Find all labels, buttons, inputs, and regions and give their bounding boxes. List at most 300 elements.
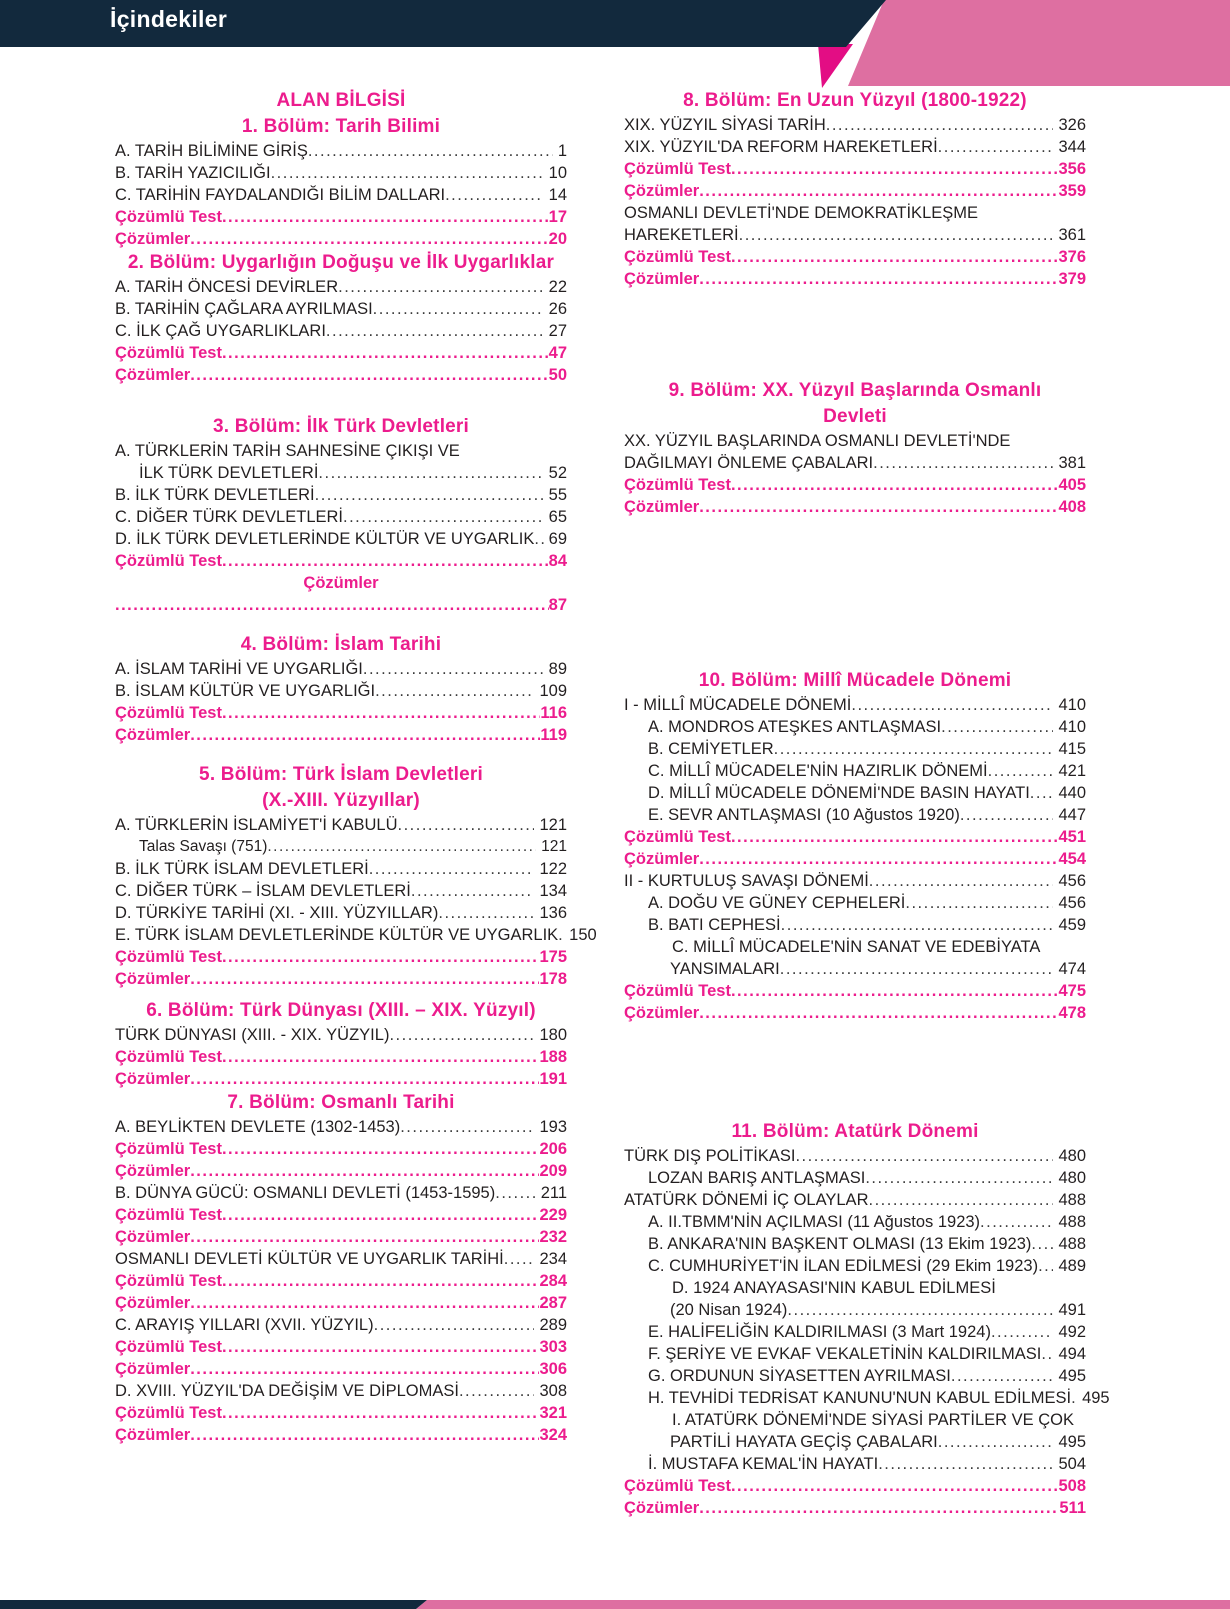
toc-entry bbox=[624, 1277, 1086, 1299]
entry-page-number: 488 bbox=[1058, 1191, 1086, 1209]
entry-leader-dots bbox=[222, 946, 540, 968]
entry-page-number: 405 bbox=[1058, 476, 1086, 494]
entry-page-number: 491 bbox=[1058, 1301, 1086, 1319]
toc-entry bbox=[624, 760, 1086, 782]
entry-page-number: 178 bbox=[539, 970, 567, 988]
entry-page-number: 376 bbox=[1058, 248, 1086, 266]
toc-entry bbox=[624, 694, 1086, 716]
entry-leader-dots bbox=[781, 914, 1054, 936]
toc-entry bbox=[624, 716, 1086, 738]
entry-label: Çözümlü Test bbox=[624, 248, 731, 266]
toc-entry bbox=[115, 206, 567, 228]
toc-column-left bbox=[115, 88, 597, 1446]
entry-leader-dots bbox=[905, 892, 1053, 914]
entry-page-number: 119 bbox=[540, 726, 567, 744]
toc-entry bbox=[115, 594, 567, 616]
entry-leader-dots bbox=[326, 320, 544, 342]
toc-entry bbox=[624, 980, 1086, 1002]
toc-entry bbox=[624, 1365, 1086, 1387]
entry-leader-dots bbox=[558, 924, 564, 946]
entry-label: H. TEVHİDİ TEDRİSAT KANUNU'NUN KABUL EDİLMESİ bbox=[648, 1389, 1072, 1407]
entry-leader-dots bbox=[774, 738, 1054, 760]
entry-leader-dots bbox=[363, 658, 544, 680]
entry-page-number: 321 bbox=[539, 1404, 567, 1422]
entry-leader-dots bbox=[980, 1211, 1053, 1233]
entry-leader-dots bbox=[699, 268, 1058, 290]
entry-page-number: 65 bbox=[548, 508, 567, 526]
entry-label: Çözümler bbox=[115, 1294, 191, 1312]
entry-label: Çözümlü Test bbox=[624, 476, 731, 494]
toc-entry bbox=[115, 320, 567, 342]
entry-label: B. BATI CEPHESİ bbox=[648, 916, 781, 934]
entry-leader-dots bbox=[495, 1182, 535, 1204]
entry-page-number: 22 bbox=[548, 278, 567, 296]
entry-label: Çözümler bbox=[624, 270, 700, 288]
toc-entry bbox=[624, 224, 1086, 246]
entry-label: D. XVIII. YÜZYIL'DA DEĞİŞİM VE DİPLOMASİ bbox=[115, 1382, 459, 1400]
entry-label: A. II.TBMM'NİN AÇILMASI (11 Ağustos 1923) bbox=[648, 1213, 981, 1231]
entry-label: Çözümlü Test bbox=[115, 208, 222, 226]
entry-label: XIX. YÜZYIL SİYASİ TARİH bbox=[624, 116, 826, 134]
chapter-heading: 7. Bölüm: Osmanlı Tarihi bbox=[227, 1092, 455, 1113]
entry-label: B. ANKARA'NIN BAŞKENT OLMASI (13 Ekim 1923) bbox=[648, 1235, 1032, 1253]
toc-entry bbox=[115, 1204, 567, 1226]
entry-leader-dots bbox=[398, 814, 535, 836]
entry-page-number: 478 bbox=[1058, 1004, 1086, 1022]
entry-page-number: 17 bbox=[548, 208, 567, 226]
entry-leader-dots bbox=[267, 836, 536, 858]
toc-entry bbox=[624, 826, 1086, 848]
header-light-pink-shape bbox=[848, 0, 1230, 86]
entry-leader-dots bbox=[991, 1321, 1054, 1343]
entry-page-number: 511 bbox=[1059, 1499, 1086, 1517]
toc-entry bbox=[115, 1424, 567, 1446]
entry-page-number: 440 bbox=[1058, 784, 1086, 802]
toc-entry bbox=[624, 1189, 1086, 1211]
entry-leader-dots bbox=[780, 958, 1054, 980]
entry-leader-dots bbox=[731, 246, 1059, 268]
entry-label: Çözümlü Test bbox=[115, 344, 222, 362]
entry-page-number: 27 bbox=[548, 322, 567, 340]
toc-entry bbox=[115, 658, 567, 680]
entry-page-number: 191 bbox=[539, 1070, 567, 1088]
toc-entry bbox=[115, 1314, 567, 1336]
entry-leader-dots bbox=[190, 1068, 539, 1090]
entry-leader-dots bbox=[222, 1336, 540, 1358]
entry-label: Çözümlü Test bbox=[115, 1338, 222, 1356]
entry-page-number: 454 bbox=[1058, 850, 1086, 868]
entry-label: Çözümler bbox=[115, 1070, 191, 1088]
entry-page-number: 326 bbox=[1058, 116, 1086, 134]
toc-entry bbox=[624, 870, 1086, 892]
entry-leader-dots bbox=[873, 452, 1053, 474]
toc-entry bbox=[115, 1160, 567, 1182]
entry-label: OSMANLI DEVLETİ'NDE DEMOKRATİKLEŞME bbox=[624, 204, 979, 222]
entry-label: E. HALİFELİĞİN KALDIRILMASI (3 Mart 1924) bbox=[648, 1323, 991, 1341]
toc-entry bbox=[115, 1358, 567, 1380]
chapter-heading: 9. Bölüm: XX. Yüzyıl Başlarında Osmanlı bbox=[668, 380, 1042, 401]
entry-page-number: 410 bbox=[1058, 696, 1086, 714]
entry-leader-dots bbox=[731, 474, 1059, 496]
entry-page-number: 10 bbox=[548, 164, 567, 182]
entry-label: D. İLK TÜRK DEVLETLERİNDE KÜLTÜR VE UYGARLIK bbox=[115, 530, 535, 548]
toc-entry bbox=[115, 1138, 567, 1160]
entry-page-number: 456 bbox=[1058, 872, 1086, 890]
entry-leader-dots bbox=[338, 276, 544, 298]
entry-page-number: 69 bbox=[548, 530, 567, 548]
toc-entry bbox=[624, 474, 1086, 496]
entry-leader-dots bbox=[699, 1002, 1058, 1024]
entry-label: Çözümler bbox=[624, 182, 700, 200]
entry-leader-dots bbox=[318, 462, 543, 484]
entry-page-number: 494 bbox=[1058, 1345, 1086, 1363]
toc-entry bbox=[115, 1068, 567, 1090]
entry-label: C. CUMHURİYET'İN İLAN EDİLMESİ (29 Ekim 1923) bbox=[648, 1257, 1039, 1275]
entry-label: Talas Savaşı (751) bbox=[139, 838, 268, 855]
entry-page-number: 480 bbox=[1058, 1147, 1086, 1165]
toc-block bbox=[115, 632, 567, 746]
header-magenta-triangle-shape bbox=[818, 44, 853, 88]
entry-label: PARTİLİ HAYATA GEÇİŞ ÇABALARI bbox=[670, 1433, 938, 1451]
toc-entry bbox=[115, 902, 567, 924]
toc-entry bbox=[624, 804, 1086, 826]
entry-page-number: 52 bbox=[548, 464, 567, 482]
entry-label: Çözümler bbox=[115, 1426, 191, 1444]
chapter-heading: 1. Bölüm: Tarih Bilimi bbox=[241, 116, 441, 137]
entry-page-number: 87 bbox=[548, 596, 567, 614]
entry-label: Çözümlü Test bbox=[624, 160, 731, 178]
entry-leader-dots bbox=[941, 716, 1053, 738]
entry-label: C. MİLLÎ MÜCADELE'NİN HAZIRLIK DÖNEMİ bbox=[648, 762, 988, 780]
toc-entry bbox=[115, 946, 567, 968]
entry-page-number: 410 bbox=[1058, 718, 1086, 736]
entry-page-number: 488 bbox=[1058, 1235, 1086, 1253]
toc-entry bbox=[624, 958, 1086, 980]
entry-page-number: 306 bbox=[539, 1360, 567, 1378]
entry-page-number: 20 bbox=[548, 230, 567, 248]
toc-entry bbox=[624, 1002, 1086, 1024]
entry-leader-dots bbox=[222, 1204, 540, 1226]
toc-entry bbox=[115, 162, 567, 184]
entry-label: B. TARİH YAZICILIĞI bbox=[115, 164, 271, 182]
chapter-heading: 5. Bölüm: Türk İslam Devletleri bbox=[199, 764, 483, 785]
toc-entry bbox=[115, 550, 567, 572]
toc-entry bbox=[624, 180, 1086, 202]
entry-leader-dots bbox=[1030, 782, 1054, 804]
toc-entry bbox=[624, 892, 1086, 914]
entry-page-number: 84 bbox=[548, 552, 567, 570]
entry-leader-dots bbox=[222, 1138, 540, 1160]
entry-leader-dots bbox=[222, 702, 540, 724]
entry-label: D. TÜRKİYE TARİHİ (XI. - XIII. YÜZYILLAR) bbox=[115, 904, 439, 922]
entry-label: Çözümlü Test bbox=[115, 1206, 222, 1224]
entry-page-number: 356 bbox=[1058, 160, 1086, 178]
entry-page-number: 188 bbox=[539, 1048, 567, 1066]
entry-label: İ. MUSTAFA KEMAL'İN HAYATI bbox=[648, 1455, 879, 1473]
toc-entry bbox=[115, 702, 567, 724]
entry-label: Çözümler bbox=[624, 1004, 700, 1022]
entry-label: A. İSLAM TARİHİ VE UYGARLIĞI bbox=[115, 660, 363, 678]
toc-entry bbox=[624, 782, 1086, 804]
entry-leader-dots bbox=[699, 1497, 1059, 1519]
entry-leader-dots bbox=[868, 1189, 1053, 1211]
entry-label: Çözümler bbox=[115, 1360, 191, 1378]
page-title: İçindekiler bbox=[110, 6, 228, 32]
toc-entry bbox=[624, 1299, 1086, 1321]
toc-entry bbox=[624, 1321, 1086, 1343]
entry-label: Çözümler bbox=[115, 1228, 191, 1246]
entry-page-number: 134 bbox=[539, 882, 567, 900]
entry-page-number: 504 bbox=[1058, 1455, 1086, 1473]
entry-page-number: 116 bbox=[540, 704, 567, 722]
entry-page-number: 480 bbox=[1058, 1169, 1086, 1187]
toc-entry bbox=[624, 158, 1086, 180]
entry-label: D. MİLLÎ MÜCADELE DÖNEMİ'NDE BASIN HAYATI bbox=[648, 784, 1030, 802]
toc-entry bbox=[624, 452, 1086, 474]
entry-leader-dots bbox=[869, 870, 1054, 892]
toc-entry bbox=[624, 1255, 1086, 1277]
entry-leader-dots bbox=[731, 158, 1059, 180]
entry-label: B. İSLAM KÜLTÜR VE UYGARLIĞI bbox=[115, 682, 376, 700]
footer-navy-bar-shape bbox=[0, 1600, 427, 1609]
entry-label: ATATÜRK DÖNEMİ İÇ OLAYLAR bbox=[624, 1191, 869, 1209]
entry-leader-dots bbox=[190, 1358, 539, 1380]
entry-label: Çözümler bbox=[624, 1499, 700, 1517]
entry-label: XIX. YÜZYIL'DA REFORM HAREKETLERİ bbox=[624, 138, 938, 156]
entry-leader-dots bbox=[504, 1248, 535, 1270]
entry-label: B. İLK TÜRK İSLAM DEVLETLERİ bbox=[115, 860, 369, 878]
entry-leader-dots bbox=[795, 1145, 1053, 1167]
toc-entry bbox=[115, 1402, 567, 1424]
entry-page-number: 234 bbox=[539, 1250, 567, 1268]
toc-entry bbox=[115, 924, 597, 946]
toc-entry bbox=[624, 1431, 1086, 1453]
entry-page-number: 451 bbox=[1058, 828, 1086, 846]
toc-block bbox=[115, 250, 567, 386]
entry-leader-dots bbox=[951, 1365, 1054, 1387]
entry-leader-dots bbox=[699, 848, 1058, 870]
chapter-heading: 11. Bölüm: Atatürk Dönemi bbox=[731, 1121, 979, 1142]
entry-label: Çözümlü Test bbox=[624, 1477, 731, 1495]
entry-page-number: 495 bbox=[1058, 1367, 1086, 1385]
toc-block bbox=[115, 762, 597, 990]
toc-entry bbox=[624, 202, 1086, 224]
toc-entry bbox=[115, 1182, 567, 1204]
toc-block bbox=[624, 1119, 1110, 1519]
entry-page-number: 175 bbox=[539, 948, 567, 966]
entry-leader-dots bbox=[389, 1024, 534, 1046]
entry-page-number: 14 bbox=[548, 186, 567, 204]
entry-page-number: 55 bbox=[548, 486, 567, 504]
chapter-heading: (X.-XIII. Yüzyıllar) bbox=[262, 790, 420, 811]
entry-label: DAĞILMAYI ÖNLEME ÇABALARI bbox=[624, 454, 874, 472]
toc-entry bbox=[115, 1116, 567, 1138]
entry-leader-dots bbox=[865, 1167, 1053, 1189]
entry-leader-dots bbox=[222, 550, 549, 572]
entry-label: Çözümlü Test bbox=[115, 1048, 222, 1066]
toc-entry bbox=[115, 364, 567, 386]
chapter-heading: 6. Bölüm: Türk Dünyası (XIII. – XIX. Yüzyıl) bbox=[146, 1000, 536, 1021]
entry-leader-dots bbox=[938, 136, 1054, 158]
entry-page-number: 415 bbox=[1058, 740, 1086, 758]
entry-page-number: 408 bbox=[1058, 498, 1086, 516]
entry-label: II - KURTULUŞ SAVAŞI DÖNEMİ bbox=[624, 872, 869, 890]
entry-page-number: 209 bbox=[539, 1162, 567, 1180]
entry-page-number: 308 bbox=[539, 1382, 567, 1400]
entry-leader-dots bbox=[222, 1402, 540, 1424]
entry-leader-dots bbox=[787, 1299, 1053, 1321]
toc-entry bbox=[624, 1145, 1086, 1167]
entry-label: OSMANLI DEVLETİ KÜLTÜR VE UYGARLIK TARİHİ bbox=[115, 1250, 504, 1268]
footer-banner bbox=[0, 1600, 1230, 1609]
toc-entry bbox=[115, 506, 567, 528]
toc-block bbox=[115, 414, 567, 616]
entry-label: TÜRK DIŞ POLİTİKASI bbox=[624, 1147, 796, 1165]
entry-label: Çözümler bbox=[115, 230, 191, 248]
entry-page-number: 447 bbox=[1058, 806, 1086, 824]
entry-label: D. 1924 ANAYASASI'NIN KABUL EDİLMESİ bbox=[672, 1279, 996, 1297]
toc-entry bbox=[115, 528, 567, 550]
entry-page-number: 475 bbox=[1058, 982, 1086, 1000]
entry-leader-dots bbox=[445, 184, 544, 206]
toc-entry bbox=[624, 496, 1086, 518]
entry-leader-dots bbox=[699, 496, 1058, 518]
toc-entry bbox=[624, 136, 1086, 158]
entry-label: A. BEYLİKTEN DEVLETE (1302-1453) bbox=[115, 1118, 401, 1136]
toc-entry bbox=[115, 440, 567, 462]
entry-label: XX. YÜZYIL BAŞLARINDA OSMANLI DEVLETİ'NDE bbox=[624, 432, 1011, 450]
entry-label: E. SEVR ANTLAŞMASI (10 Ağustos 1920) bbox=[648, 806, 960, 824]
chapter-heading: 2. Bölüm: Uygarlığın Doğuşu ve İlk Uygarlıklar bbox=[127, 252, 555, 273]
toc-entry bbox=[115, 880, 567, 902]
toc-entry bbox=[624, 1497, 1086, 1519]
entry-page-number: 122 bbox=[539, 860, 567, 878]
entry-page-number: 324 bbox=[539, 1426, 567, 1444]
entry-label: Çözümlü Test bbox=[115, 1140, 222, 1158]
entry-label: B. İLK TÜRK DEVLETLERİ bbox=[115, 486, 315, 504]
entry-label: B. CEMİYETLER bbox=[648, 740, 774, 758]
toc-block bbox=[624, 668, 1086, 1024]
entry-leader-dots bbox=[739, 224, 1054, 246]
entry-page-number: 508 bbox=[1058, 1477, 1086, 1495]
entry-leader-dots bbox=[1071, 1387, 1077, 1409]
entry-label: (20 Nisan 1924) bbox=[670, 1301, 788, 1319]
entry-leader-dots bbox=[851, 694, 1053, 716]
toc-block bbox=[115, 88, 567, 250]
toc-block bbox=[624, 378, 1086, 518]
toc-entry bbox=[115, 1336, 567, 1358]
entry-label: YANSIMALARI bbox=[670, 960, 780, 978]
entry-leader-dots bbox=[374, 1314, 535, 1336]
toc-entry bbox=[115, 680, 567, 702]
toc-entry bbox=[115, 342, 567, 364]
chapter-heading: 3. Bölüm: İlk Türk Devletleri bbox=[212, 416, 470, 437]
entry-label: Çözümlü Test bbox=[624, 982, 731, 1000]
toc-entry bbox=[624, 1211, 1086, 1233]
entry-leader-dots bbox=[373, 298, 544, 320]
toc-entry bbox=[115, 836, 567, 858]
entry-label: I - MİLLÎ MÜCADELE DÖNEMİ bbox=[624, 696, 852, 714]
toc-entry bbox=[115, 968, 567, 990]
toc-entry bbox=[115, 858, 567, 880]
entry-leader-dots bbox=[190, 1424, 539, 1446]
entry-leader-dots bbox=[190, 364, 548, 386]
chapter-heading: ALAN BİLGİSİ bbox=[276, 90, 406, 111]
entry-page-number: 121 bbox=[539, 816, 567, 834]
entry-leader-dots bbox=[438, 902, 534, 924]
entry-label: E. TÜRK İSLAM DEVLETLERİNDE KÜLTÜR VE UYGARLIK bbox=[115, 926, 559, 944]
toc-column-right bbox=[624, 88, 1110, 1519]
entry-page-number: 150 bbox=[569, 926, 597, 944]
entry-label: C. TARİHİN FAYDALANDIĞI BİLİM DALLARI bbox=[115, 186, 446, 204]
entry-page-number: 232 bbox=[539, 1228, 567, 1246]
entry-page-number: 488 bbox=[1058, 1213, 1086, 1231]
entry-label: A. TARİH ÖNCESİ DEVİRLER bbox=[115, 278, 339, 296]
entry-leader-dots bbox=[534, 528, 543, 550]
entry-page-number: 47 bbox=[548, 344, 567, 362]
entry-label: A. TÜRKLERİN İSLAMİYET'İ KABULÜ bbox=[115, 816, 398, 834]
entry-leader-dots bbox=[190, 1292, 539, 1314]
toc-block bbox=[115, 998, 567, 1090]
entry-page-number: 289 bbox=[539, 1316, 567, 1334]
entry-label: C. DİĞER TÜRK DEVLETLERİ bbox=[115, 508, 343, 526]
toc-entry bbox=[624, 114, 1086, 136]
toc-entry bbox=[624, 246, 1086, 268]
toc-entry bbox=[115, 1248, 567, 1270]
entry-label: F. ŞERİYE VE EVKAF VEKALETİNİN KALDIRILMASI bbox=[648, 1345, 1042, 1363]
entry-label: C. DİĞER TÜRK – İSLAM DEVLETLERİ bbox=[115, 882, 411, 900]
entry-label: C. MİLLÎ MÜCADELE'NİN SANAT VE EDEBİYATA bbox=[672, 938, 1041, 956]
entry-leader-dots bbox=[343, 506, 544, 528]
entry-label: I. ATATÜRK DÖNEMİ'NDE SİYASİ PARTİLER VE ÇOK bbox=[672, 1411, 1074, 1429]
entry-page-number: 456 bbox=[1058, 894, 1086, 912]
entry-leader-dots bbox=[190, 1226, 539, 1248]
entry-label: Çözümler bbox=[115, 366, 191, 384]
entry-page-number: 361 bbox=[1058, 226, 1086, 244]
toc-entry: Çözümler bbox=[303, 574, 379, 592]
entry-leader-dots bbox=[190, 724, 540, 746]
entry-page-number: 109 bbox=[539, 682, 567, 700]
toc-entry bbox=[115, 276, 567, 298]
entry-leader-dots bbox=[459, 1380, 535, 1402]
entry-page-number: 26 bbox=[548, 300, 567, 318]
entry-leader-dots bbox=[988, 760, 1054, 782]
toc-entry bbox=[624, 914, 1086, 936]
footer-light-pink-shape bbox=[416, 1600, 1230, 1609]
entry-leader-dots bbox=[315, 484, 544, 506]
entry-label: Çözümler bbox=[115, 726, 191, 744]
entry-page-number: 1 bbox=[557, 142, 567, 160]
toc-entry bbox=[624, 936, 1086, 958]
toc-entry bbox=[115, 298, 567, 320]
entry-page-number: 193 bbox=[539, 1118, 567, 1136]
entry-leader-dots bbox=[1041, 1343, 1053, 1365]
entry-leader-dots bbox=[878, 1453, 1053, 1475]
entry-page-number: 50 bbox=[548, 366, 567, 384]
entry-page-number: 180 bbox=[539, 1026, 567, 1044]
entry-leader-dots bbox=[222, 206, 549, 228]
entry-label: Çözümler bbox=[115, 970, 191, 988]
entry-label: A. MONDROS ATEŞKES ANTLAŞMASI bbox=[648, 718, 942, 736]
entry-leader-dots bbox=[190, 228, 548, 250]
toc-entry bbox=[115, 1226, 567, 1248]
toc-entry bbox=[115, 1046, 567, 1068]
toc-entry bbox=[624, 1167, 1086, 1189]
toc-entry bbox=[624, 1475, 1086, 1497]
entry-label: Çözümler bbox=[624, 850, 700, 868]
entry-page-number: 359 bbox=[1058, 182, 1086, 200]
entry-label: Çözümlü Test bbox=[115, 704, 222, 722]
